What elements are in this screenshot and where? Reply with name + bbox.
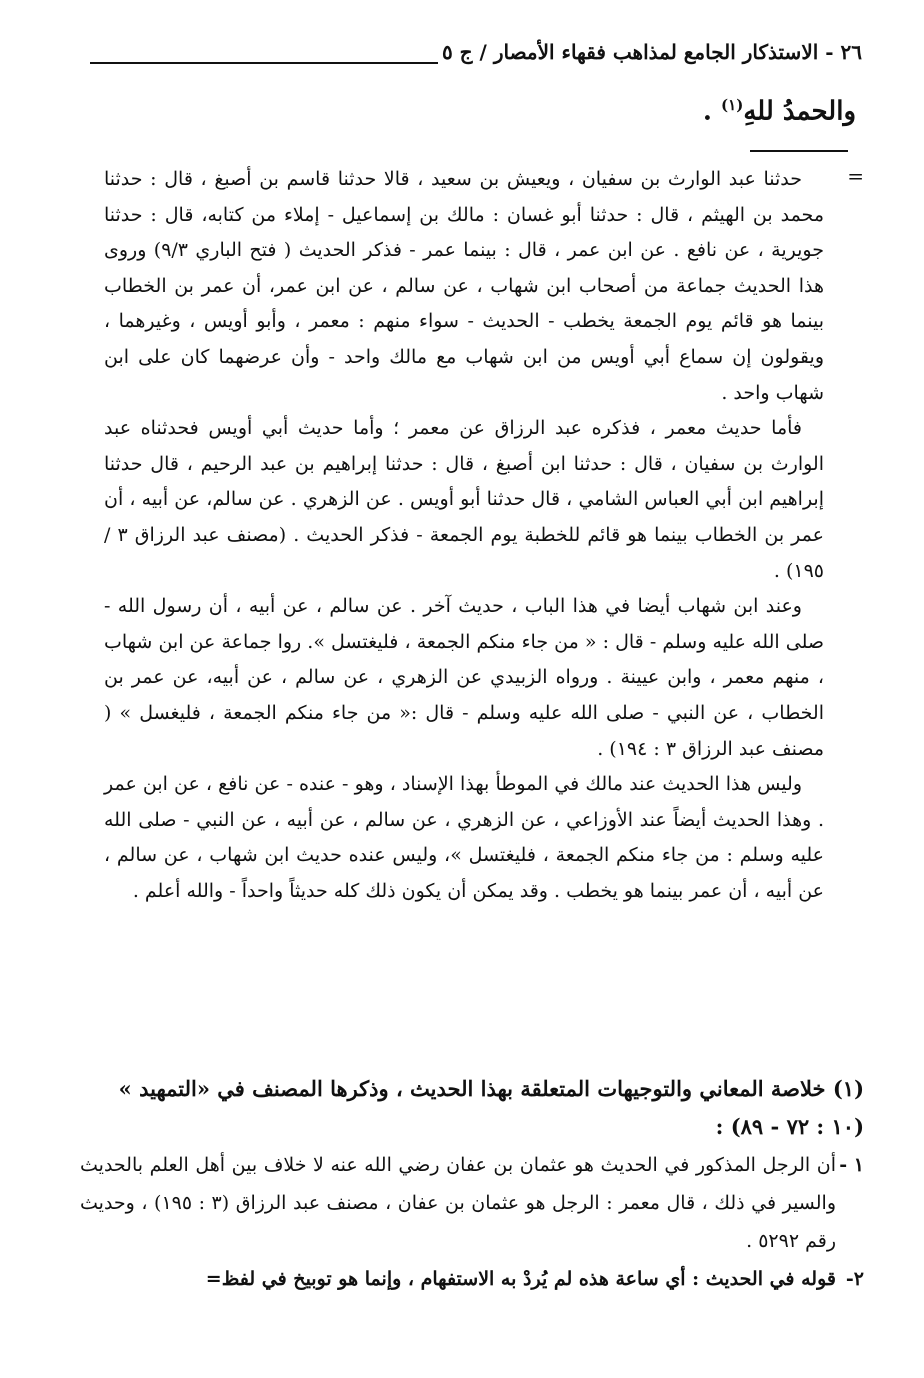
footnote-separator (750, 150, 848, 152)
header-rule (90, 62, 438, 64)
continuation-mark: = (847, 164, 864, 188)
footnote-block (80, 1070, 864, 1298)
note-paragraph: حدثنا عبد الوارث بن سفيان ، ويعيش بن سعيد ، قالا حدثنا قاسم بن أصبغ ، قال : حدثنا محمد بن الهيثم ، قال : حدثنا أبو غسان : مالك بن إسماعيل - إملاء من كتابه، قال : حدثنا جويرية ، عن نافع . عن ابن عمر ، قال : بينما عمر - فذكر الحديث ( فتح الباري ٩/٣) وروى هذا الحديث جماعة من أصحاب ابن شهاب ، عن سالم ، عن ابن عمر، أن عمر بن الخطاب بينما هو قائم يوم الجمعة يخطب - الحديث - سواء منهم : معمر ، وأبو أويس ، وغيرهما ، ويقولون إن سماع أبي أويس من ابن شهاب مع مالك واحد - وأن عرضهما كان على ابن شهاب واحد . (104, 168, 824, 404)
footnote-item (80, 1260, 864, 1298)
footnote-item-number: ٢- (845, 1268, 864, 1290)
continued-notes (104, 162, 824, 909)
closing-tail: . (702, 96, 722, 127)
note-paragraph: وليس هذا الحديث عند مالك في الموطأ بهذا الإسناد ، وهو - عنده - عن نافع ، عن ابن عمر . وهذا الحديث أيضاً عند الأوزاعي ، عن الزهري ، عن سالم ، عن أبيه ، عن النبي - صلى الله عليه وسلم : من جاء منكم الجمعة ، فليغتسل »، وليس عنده حديث ابن شهاب ، عن سالم ، عن أبيه ، أن عمر بينما هو يخطب . وقد يمكن أن يكون ذلك كله حديثاً واحداً - والله أعلم . (104, 773, 824, 902)
closing-phrase (703, 96, 856, 127)
footnote-ref: (١) (721, 96, 744, 114)
running-head: ٢٦ - الاستذكار الجامع لمذاهب فقهاء الأمصار / ج ٥ (441, 40, 862, 64)
footnote-item-text: قوله في الحديث : أي ساعة هذه لم يُردْ به الاستفهام ، وإنما هو توبيخ في لفظ= (205, 1268, 836, 1290)
note-paragraph: وعند ابن شهاب أيضا في هذا الباب ، حديث آخر . عن سالم ، عن أبيه ، أن رسول الله - صلى الله عليه وسلم - قال : « من جاء منكم الجمعة ، فليغتسل ». روا جماعة عن ابن شهاب ، منهم معمر ، وابن عيينة . ورواه الزبيدي عن الزهري ، عن سالم ، عن أبيه، عن عمر بن الخطاب ، عن النبي - صلى الله عليه وسلم - قال :« من جاء منكم الجمعة ، فليغسل » ( مصنف عبد الرزاق ٣ : ١٩٤) . (104, 595, 824, 760)
note-paragraph: فأما حديث معمر ، فذكره عبد الرزاق عن معمر ؛ وأما حديث أبي أويس فحدثناه عبد الوارث بن سفيان ، قال : حدثنا ابن أصبغ ، قال : حدثنا إبراهيم بن عبد الرحيم ، قال حدثنا إبراهيم ابن أبي العباس الشامي ، قال حدثنا أبو أويس . عن الزهري . عن سالم، عن أبيه ، أن عمر بن الخطاب بينما هو قائم للخطبة يوم الجمعة - فذكر الحديث . (مصنف عبد الرزاق ٣ / ١٩٥) . (104, 417, 824, 582)
footnote-item-text: أن الرجل المذكور في الحديث هو عثمان بن عفان رضي الله عنه لا خلاف بين أهل العلم بالحديث والسير في ذلك ، قال معمر : الرجل هو عثمان بن عفان ، مصنف عبد الرزاق (٣ : ١٩٥) ، وحديث رقم ٥٢٩٢ . (80, 1154, 836, 1252)
footnote-item (80, 1146, 864, 1260)
closing-text: والحمدُ للهِ (743, 96, 856, 127)
footnote-item-number: ١ - (839, 1154, 864, 1176)
footnote-heading: (١) خلاصة المعاني والتوجيهات المتعلقة بهذا الحديث ، وذكرها المصنف في «التمهيد » (١٠ : ٧٢ - ٨٩) : (118, 1076, 864, 1139)
page-header (90, 40, 862, 80)
